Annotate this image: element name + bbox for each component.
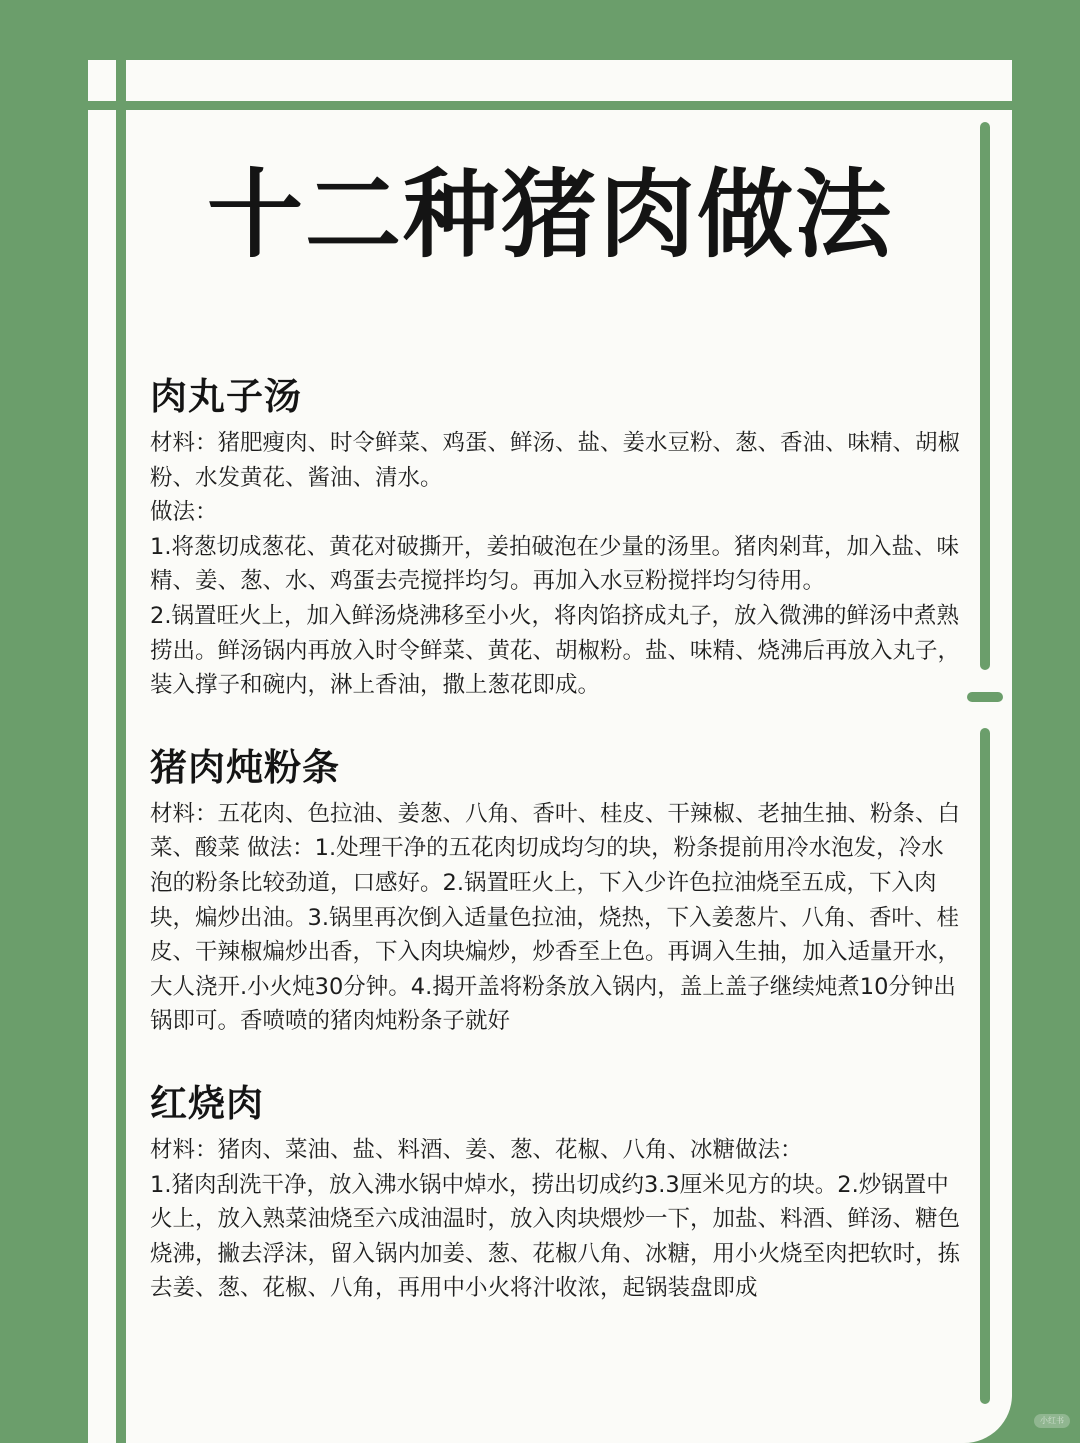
right-margin-notch [967, 692, 1003, 702]
recipe-section-pork-vermicelli [150, 743, 965, 1039]
recipe-line: 做法： [150, 499, 218, 526]
recipe-line: 1.猪肉刮洗干净，放入沸水锅中焯水，捞出切成约3.3厘米见方的块。2.炒锅置中火上，放入熟菜油烧至六成油温时，放入肉块煨炒一下，加盐、料酒、鲜汤、糖色烧沸，撇去浮沫，留入锅内加姜、葱、花椒八角、冰糖，用小火烧至肉把软时，拣去姜、葱、花椒、八角，再用中小火将汁收浓，起锅装盘即成 [150, 1171, 961, 1302]
recipe-heading: 红烧肉 [150, 1081, 264, 1125]
recipe-heading: 肉丸子汤 [150, 375, 302, 418]
recipe-section-meatball-soup [150, 372, 965, 703]
top-divider-line [88, 101, 1012, 110]
right-margin-line-lower [980, 728, 990, 1404]
recipe-line: 1.将葱切成葱花、黄花对破撕开，姜拍破泡在少量的汤里。猪肉剁茸，加入盐、味精、姜、葱、水、鸡蛋去壳搅拌均匀。再加入水豆粉搅拌均匀待用。 [150, 533, 959, 595]
recipe-line: 材料：五花肉、色拉油、姜葱、八角、香叶、桂皮、干辣椒、老抽生抽、粉条、白菜、酸菜 做法：1.处理干净的五花肉切成均匀的块，粉条提前用冷水泡发，冷水泡的粉条比较劲道，口感好。2.锅置旺火上，下入少许色拉油烧至五成，下入肉块，煸炒出油。3.锅里再次倒入适量色拉油，烧热，下入姜葱片、八角、香叶、桂皮、干辣椒煸炒出香，下入肉块煸炒，炒香至上色。再调入生抽，加入适量开水，大人浇开.小火炖30分钟。4.揭开盖将粉条放入锅内，盖上盖子继续炖煮10分钟出锅即可。香喷喷的猪肉炖粉条子就好 [150, 800, 961, 1035]
recipe-line: 材料：猪肉、菜油、盐、料酒、姜、葱、花椒、八角、冰糖做法： [150, 1136, 803, 1163]
watermark-badge: 小红书 [1034, 1414, 1070, 1428]
recipe-list [150, 372, 965, 1346]
recipe-line: 材料：猪肥瘦肉、时令鲜菜、鸡蛋、鲜汤、盐、姜水豆粉、葱、香油、味精、胡椒粉、水发黄花、酱油、清水。 [150, 430, 961, 491]
recipe-heading: 猪肉炖粉条 [150, 745, 340, 789]
recipe-line: 2.锅置旺火上，加入鲜汤烧沸移至小火，将肉馅挤成丸子，放入微沸的鲜汤中煮熟捞出。鲜汤锅内再放入时令鲜菜、黄花、胡椒粉。盐、味精、烧沸后再放入丸子，装入撑子和碗内，淋上香油，撒上葱花即成。 [150, 602, 961, 699]
page-title: 十二种猪肉做法 [207, 159, 893, 271]
recipe-section-braised-pork [150, 1079, 965, 1306]
